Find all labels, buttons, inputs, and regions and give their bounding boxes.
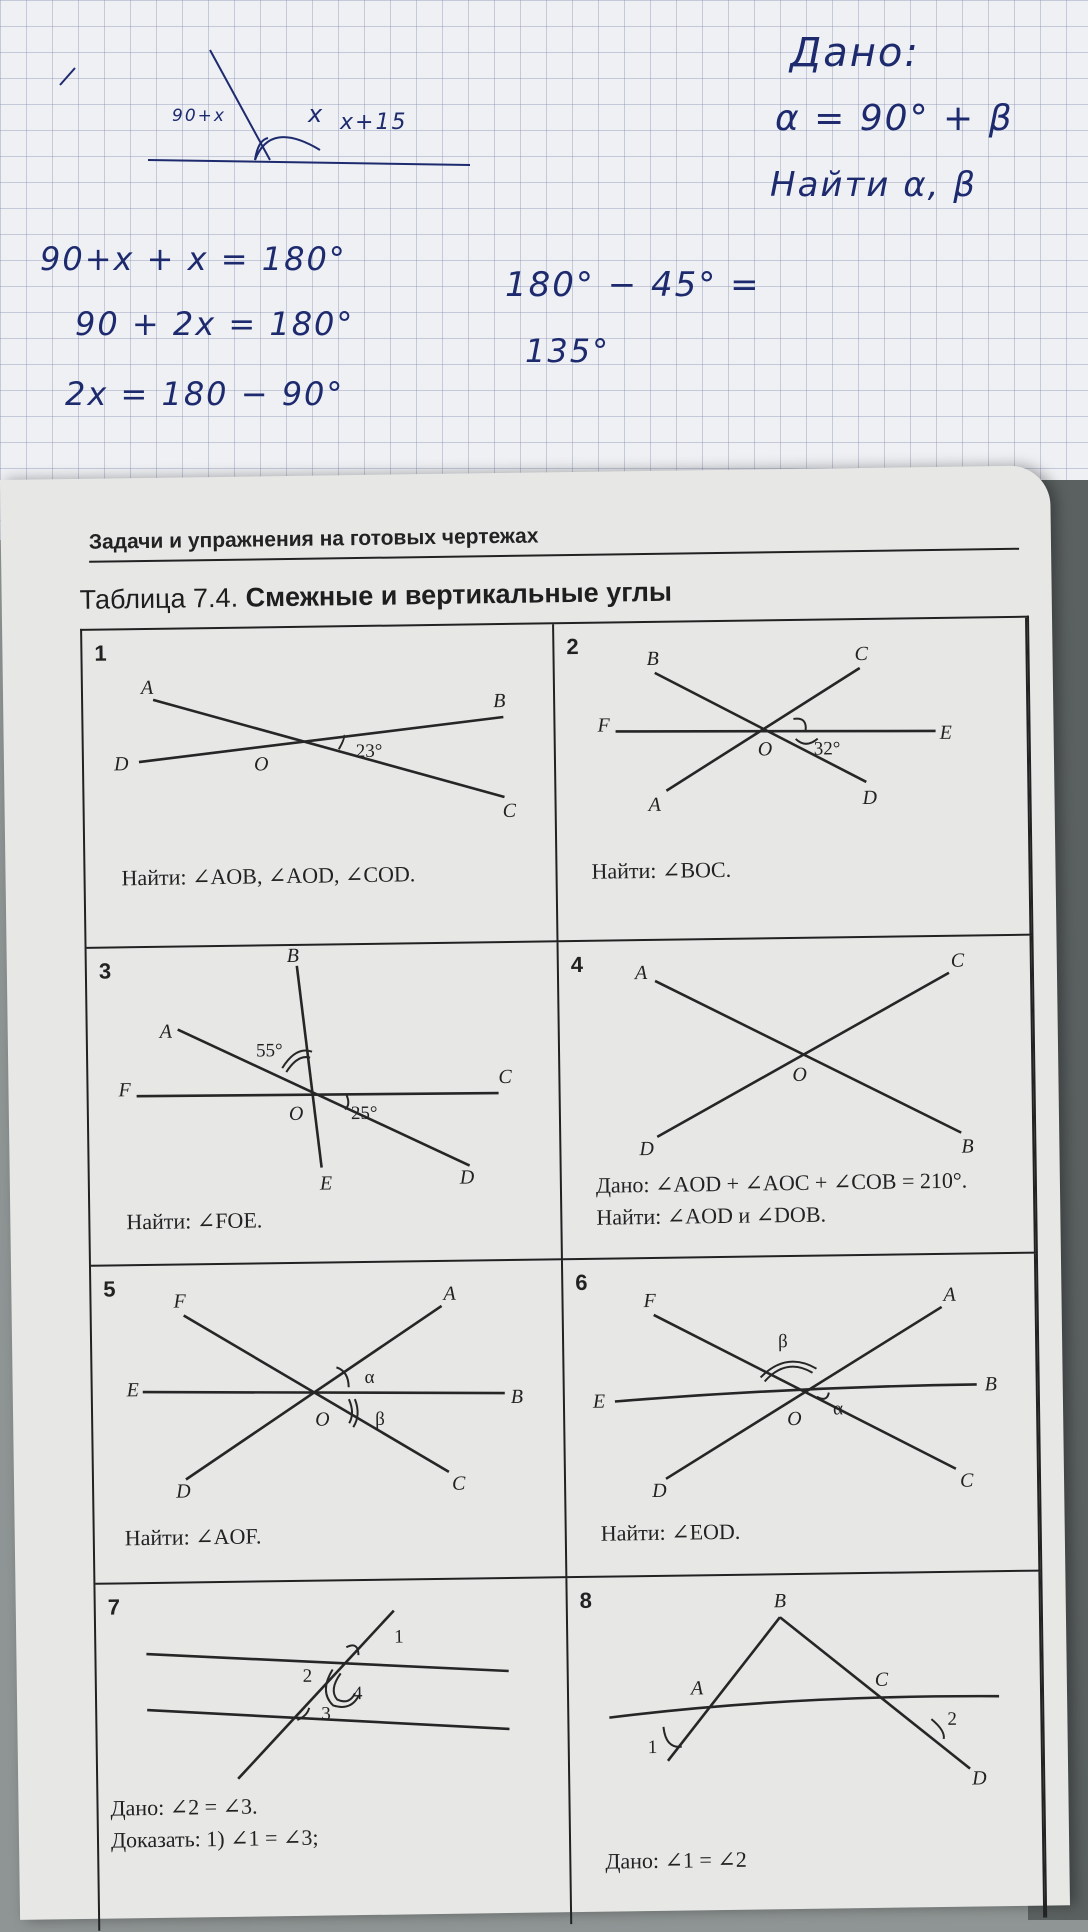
label-A: A <box>443 1282 456 1305</box>
exercise-cell-2 <box>554 618 1031 943</box>
label-F: F <box>597 714 610 737</box>
label-O: O <box>314 1408 330 1431</box>
exercise-number: 8 <box>579 1587 593 1614</box>
label-C: C <box>959 1469 974 1492</box>
angle-2-label: 2 <box>302 1665 313 1687</box>
running-head: Задачи и упражнения на готовых чертежах <box>88 524 539 554</box>
exercise-number: 7 <box>107 1594 121 1620</box>
exercise-cell-5 <box>91 1260 567 1585</box>
find-text: Найти: ∠FOE. <box>126 1207 263 1235</box>
exercise-cell-8 <box>567 1572 1045 1925</box>
label-B: B <box>286 944 300 968</box>
calc-2: 135° <box>525 332 611 370</box>
table-title <box>79 577 672 616</box>
label-B: B <box>492 689 506 713</box>
label-B: B <box>961 1135 974 1158</box>
given-text: Дано: ∠2 = ∠3. <box>110 1793 258 1821</box>
label-D: D <box>459 1166 475 1189</box>
label-A: A <box>159 1020 173 1043</box>
label-C: C <box>498 1065 512 1089</box>
label-D: D <box>652 1479 667 1502</box>
label-A: A <box>943 1283 956 1306</box>
label-B: B <box>773 1590 787 1613</box>
find-text: Найти: ∠AOD и ∠DOB. <box>596 1201 827 1230</box>
find-text: Найти: ∠AOF. <box>124 1523 262 1551</box>
label-F: F <box>118 1079 131 1102</box>
label-O: O <box>792 1063 807 1086</box>
label-O: O <box>787 1407 802 1431</box>
exercise-cell-4 <box>559 936 1036 1261</box>
exercise-cell-3 <box>87 942 563 1267</box>
diagram-7 <box>95 1578 572 1931</box>
angle-label: 23° <box>355 740 383 763</box>
label-E: E <box>592 1390 606 1413</box>
label-A: A <box>634 962 648 985</box>
sketch-label-1: 90+x <box>172 106 226 126</box>
angle-4-label: 4 <box>352 1683 363 1705</box>
label-C: C <box>502 799 517 823</box>
label-E: E <box>939 721 952 744</box>
exercise-number: 4 <box>570 951 584 978</box>
angle-1-label: 1 <box>394 1626 404 1648</box>
label-D: D <box>113 753 129 776</box>
label-A: A <box>690 1677 704 1700</box>
given-text: Дано: ∠AOD + ∠AOC + ∠COB = 210°. <box>595 1167 968 1198</box>
prove-text: Доказать: 1) ∠1 = ∠3; <box>110 1824 319 1853</box>
label-C: C <box>854 642 869 666</box>
find-text: Найти: ∠BOC. <box>591 856 732 884</box>
diagram-1 <box>82 624 558 949</box>
angle-label: 32° <box>813 738 841 760</box>
label-B: B <box>646 647 659 670</box>
alpha-label: α <box>364 1366 375 1388</box>
label-O: O <box>757 738 773 761</box>
exercise-cell-1 <box>82 624 558 949</box>
label-B: B <box>510 1385 524 1408</box>
calc-1: 180° − 45° = <box>505 265 761 305</box>
exercise-cell-6 <box>563 1254 1040 1579</box>
label-O: O <box>288 1102 304 1126</box>
label-C: C <box>874 1668 889 1691</box>
label-D: D <box>862 786 878 809</box>
exercise-number: 3 <box>98 958 112 984</box>
angle-3-label: 3 <box>321 1703 331 1725</box>
label-A: A <box>140 676 154 700</box>
exercise-number: 1 <box>94 640 107 666</box>
exercise-number: 5 <box>103 1276 116 1302</box>
label-B: B <box>984 1373 998 1396</box>
equation-1: 90+x + x = 180° <box>40 240 347 278</box>
table-heading: Смежные и вертикальные углы <box>245 576 673 613</box>
exercise-cell-7 <box>95 1578 572 1931</box>
label-O: O <box>253 753 269 776</box>
beta-label: β <box>777 1331 788 1353</box>
angle-1-label: 1 <box>647 1736 658 1759</box>
equation-2: 90 + 2x = 180° <box>75 305 355 343</box>
given-text: Дано: ∠1 = ∠2 <box>605 1846 747 1874</box>
equation-3: 2x = 180 − 90° <box>65 375 345 413</box>
angle-label-1: 55° <box>255 1040 283 1062</box>
exercise-number: 6 <box>575 1269 588 1296</box>
angle-label-2: 25° <box>350 1102 378 1125</box>
exercise-table <box>80 616 1047 1931</box>
book-page <box>0 465 1070 1920</box>
label-D: D <box>175 1480 191 1503</box>
label-D: D <box>972 1767 987 1790</box>
label-E: E <box>126 1379 140 1402</box>
angle-2-label: 2 <box>947 1708 958 1730</box>
sketch-label-3: x+15 <box>340 110 408 135</box>
beta-label: β <box>375 1408 385 1430</box>
label-F: F <box>173 1290 186 1313</box>
find-text: Найти: ∠AOB, ∠AOD, ∠COD. <box>121 861 416 891</box>
label-D: D <box>639 1137 655 1161</box>
label-C: C <box>950 949 965 972</box>
sketch-label-2: x <box>308 100 325 128</box>
alpha-label: α <box>832 1398 844 1420</box>
given-expr: α = 90° + β <box>775 98 1014 139</box>
find-text: Найти: ∠EOD. <box>600 1518 741 1546</box>
label-A: A <box>648 793 661 816</box>
find-expr: Найти α, β <box>770 165 977 205</box>
diagram-2 <box>554 618 1031 943</box>
notebook-sheet <box>0 0 1088 540</box>
label-F: F <box>643 1289 656 1313</box>
table-prefix: Таблица 7.4. <box>79 582 239 615</box>
label-C: C <box>451 1472 466 1495</box>
given-title: Дано: <box>790 30 920 76</box>
label-E: E <box>319 1172 333 1195</box>
exercise-number: 2 <box>566 633 579 660</box>
